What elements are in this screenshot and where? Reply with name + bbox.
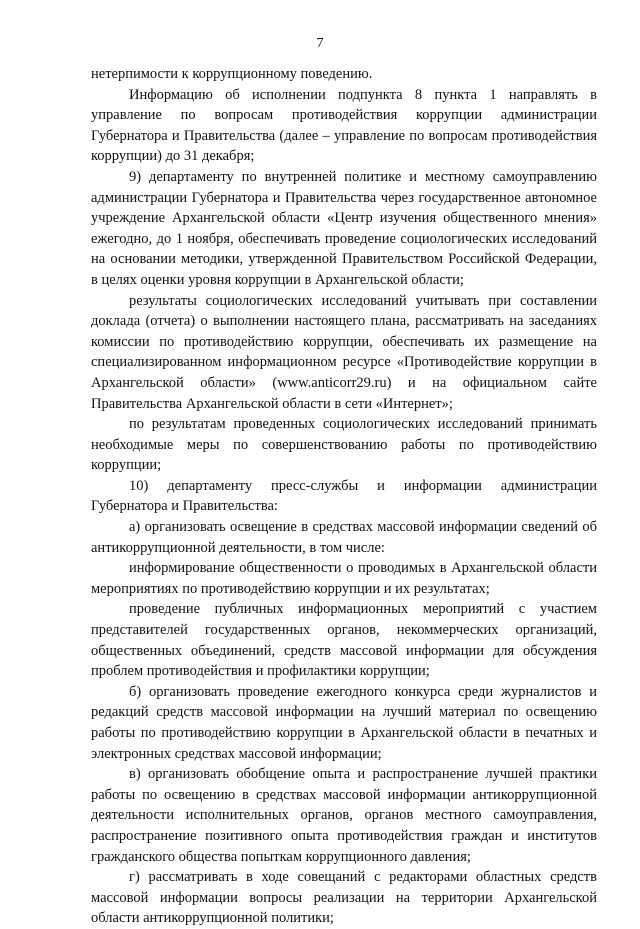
paragraph: а) организовать освещение в средствах массовой информации сведений об антикоррупционной деятельности, в том числе: bbox=[91, 519, 597, 556]
paragraph: г) рассматривать в ходе совещаний с редакторами областных средств массовой информации вопросы реализации на территории Архангельской области антикоррупционной политики; bbox=[91, 869, 597, 927]
page-number: 7 bbox=[316, 36, 324, 51]
document-body bbox=[91, 64, 597, 929]
paragraph: по результатам проведенных социологических исследований принимать необходимые меры по совершенствованию работы по противодействию коррупции; bbox=[91, 416, 597, 474]
paragraph: информирование общественности о проводимых в Архангельской области мероприятиях по противодействию коррупции и их результатах; bbox=[91, 560, 597, 597]
paragraph: результаты социологических исследований учитывать при составлении доклада (отчета) о выполнении настоящего плана, рассматривать на заседаниях комиссии по противодействию коррупции, обеспечивать их размещение на специализированном информационном ресурсе «Противодействие коррупции в Архангельской области» (www.anticorr29.ru) и на официальном сайте Правительства Архангельской области в сети «Интернет»; bbox=[91, 292, 597, 412]
paragraph: б) организовать проведение ежегодного конкурса среди журналистов и редакций средств массовой информации на лучший материал по освещению работы по противодействию коррупции в Архангельской области в печатных и электронных средствах массовой информации; bbox=[91, 683, 597, 762]
paragraph: 9) департаменту по внутренней политике и местному самоуправлению администрации Губернатора и Правительства через государственное автономное учреждение Архангельской области «Центр изучения общественного мнения» ежегодно, до 1 ноября, обеспечивать проведение социологических исследований на основании методики, утвержденной Правительством Российской Федерации, в целях оценки уровня коррупции в Архангельской области; bbox=[91, 168, 597, 288]
paragraph: 10) департаменту пресс-службы и информации администрации Губернатора и Правительства: bbox=[91, 477, 597, 515]
paragraph: нетерпимости к коррупционному поведению. bbox=[91, 66, 373, 82]
paragraph: Информацию об исполнении подпункта 8 пункта 1 направлять в управление по вопросам противодействия коррупции администрации Губернатора и Правительства (далее – управление по вопросам противодействия коррупции) до 31 декабря; bbox=[91, 86, 597, 165]
paragraph: в) организовать обобщение опыта и распространение лучшей практики работы по освещению в средствах массовой информации антикоррупционной деятельности исполнительных органов, органов местного самоуправления, распространение позитивного опыта противодействия граждан и институтов гражданского общества попыткам коррупционного давления; bbox=[91, 766, 597, 865]
paragraph: проведение публичных информационных мероприятий с участием представителей государственных органов, некоммерческих организаций, общественных объединений, средств массовой информации для обсуждения проблем противодействия и профилактики коррупции; bbox=[91, 601, 597, 680]
